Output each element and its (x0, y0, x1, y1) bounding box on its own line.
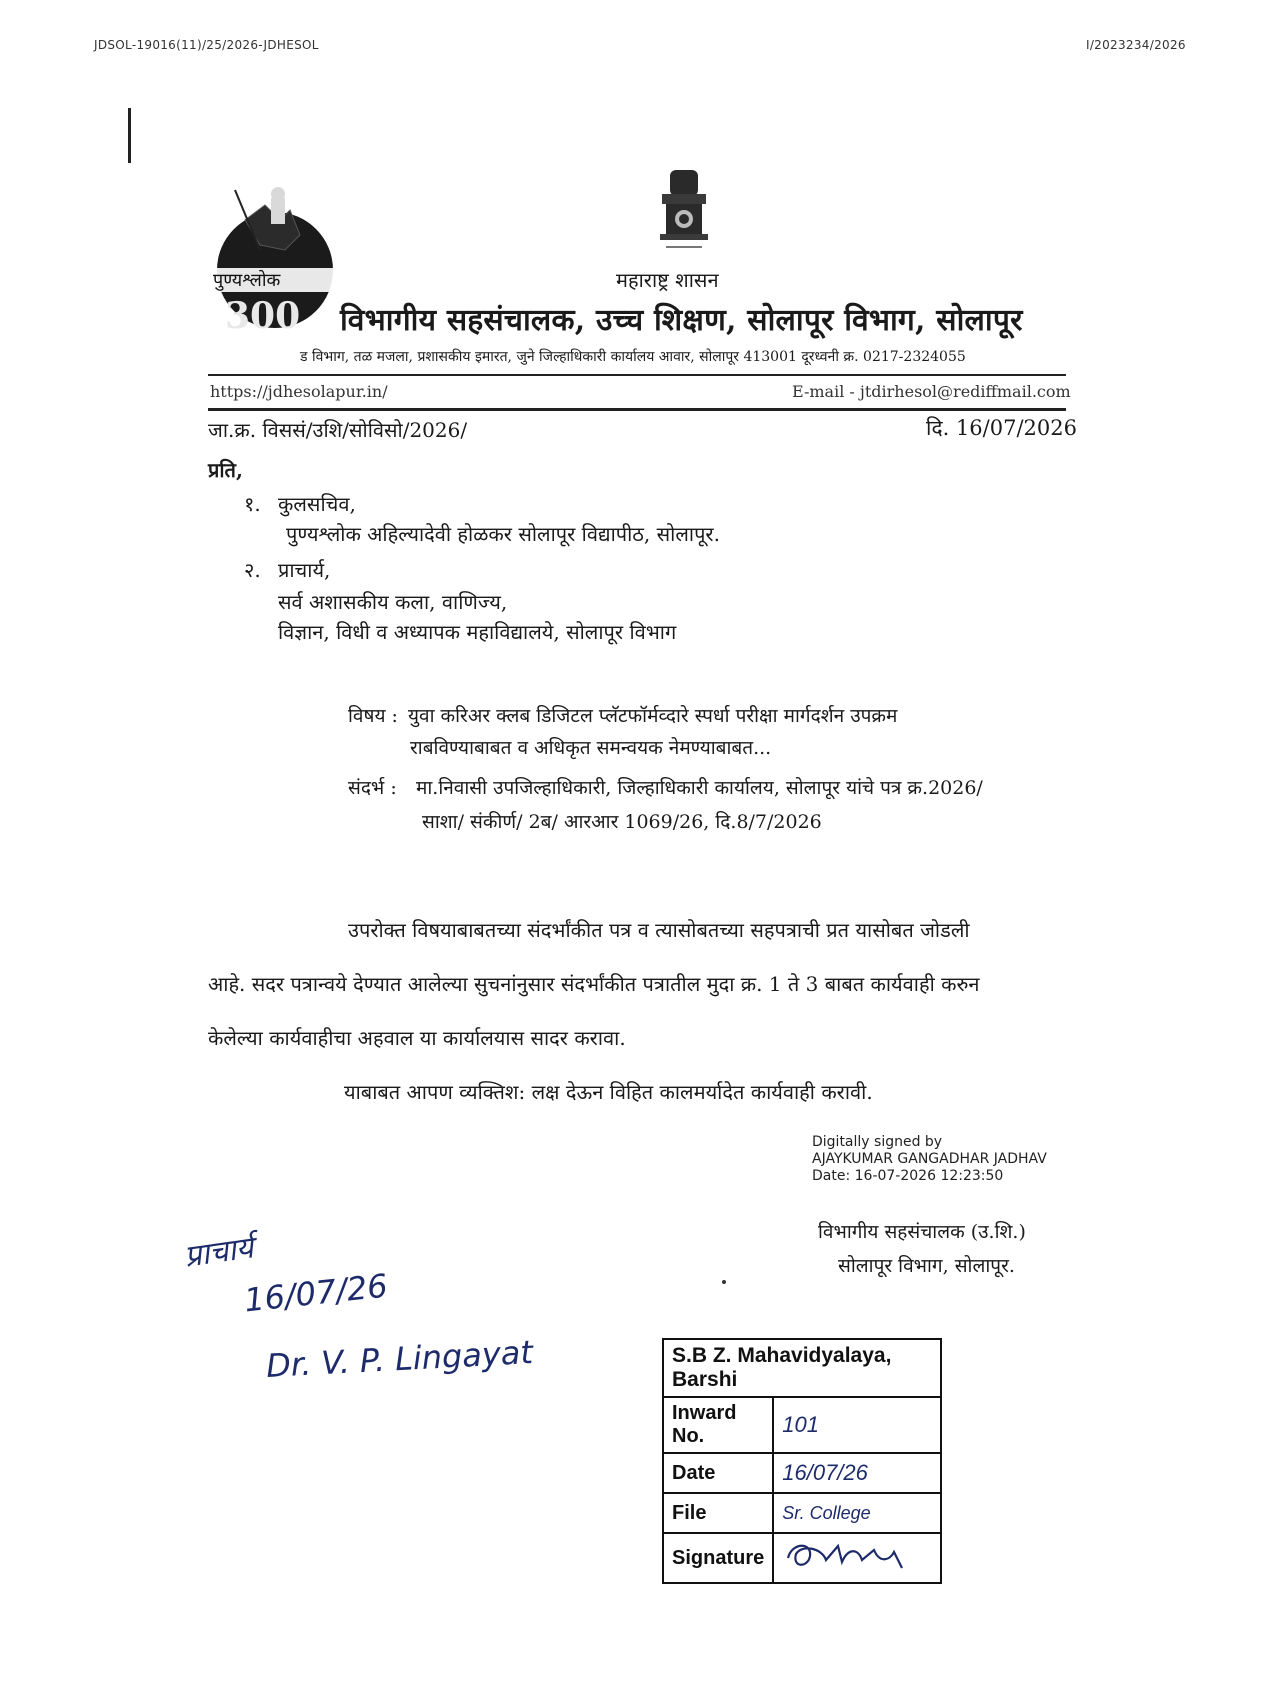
body-line2: आहे. सदर पत्रान्वये देण्यात आलेल्या सुचनांनुसार संदर्भांकीत पत्रातील मुदा क्र. 1 ते 3 बाबत कार्यवाही करुन (208, 972, 980, 996)
stamp-value-date: 16/07/26 (773, 1453, 941, 1493)
letter-date: दि. 16/07/2026 (926, 416, 1077, 440)
website-link[interactable]: https://jdhesolapur.in/ (210, 382, 388, 401)
doc-ref-right: I/2023234/2026 (1086, 38, 1186, 52)
recipient-2-title: प्राचार्य, (278, 558, 331, 582)
inward-stamp-table (662, 1338, 942, 1584)
inward-stamp (662, 1338, 942, 1584)
stamp-row (663, 1453, 941, 1493)
stamp-label-inward: Inward No. (663, 1397, 773, 1453)
stamp-value-signature (773, 1533, 941, 1583)
stamp-label-date: Date (663, 1453, 773, 1493)
stamp-label-file: File (663, 1493, 773, 1533)
subject-label: विषय : (348, 705, 398, 727)
digital-sign-line2: AJAYKUMAR GANGADHAR JADHAV (812, 1151, 1047, 1167)
stamp-label-signature: Signature (663, 1533, 773, 1583)
office-title: विभागीय सहसंचालक, उच्च शिक्षण, सोलापूर विभाग, सोलापूर (340, 303, 1023, 338)
stamp-value-inward: 101 (773, 1397, 941, 1453)
govt-name: महाराष्ट्र शासन (616, 268, 719, 292)
body-line1: उपरोक्त विषयाबाबतच्या संदर्भांकीत पत्र व त्यासोबतच्या सहपत्राची प्रत यासोबत जोडली (348, 918, 970, 942)
header-rule-bottom (208, 408, 1066, 411)
subject-line1: युवा करिअर क्लब डिजिटल प्लॅटफॉर्मव्दारे स्पर्धा परीक्षा मार्गदर्शन उपक्रम (408, 705, 898, 727)
stamp-value-file: Sr. College (773, 1493, 941, 1533)
doc-ref-left: JDSOL-19016(11)/25/2026-JDHESOL (94, 38, 319, 52)
logo-text-num: 300 (225, 295, 301, 337)
recipient-2-line3: विज्ञान, विधी व अध्यापक महाविद्यालये, सोलापूर विभाग (278, 620, 677, 644)
designation-line1: विभागीय सहसंचालक (उ.शि.) (818, 1221, 1026, 1243)
recipient-2-line2: सर्व अशासकीय कला, वाणिज्य, (278, 590, 508, 614)
office-address: ड विभाग, तळ मजला, प्रशासकीय इमारत, जुने जिल्हाधिकारी कार्यालय आवार, सोलापूर 413001 दूरध्वनी क्र. 0217-2324055 (300, 349, 966, 365)
recipient-1-line2: पुण्यश्लोक अहिल्यादेवी होळकर सोलापूर विद्यापीठ, सोलापूर. (286, 522, 720, 546)
reference-label: संदर्भ : (348, 777, 397, 799)
punyashlok-logo (205, 180, 345, 350)
digital-sign-line3: Date: 16-07-2026 12:23:50 (812, 1168, 1004, 1184)
stamp-row (663, 1397, 941, 1453)
state-emblem (652, 164, 716, 260)
margin-mark (128, 108, 131, 163)
body-line3: केलेल्या कार्यवाहीचा अहवाल या कार्यालयास सादर करावा. (208, 1026, 626, 1050)
recipient-1-num: १. (244, 492, 261, 516)
designation-line2: सोलापूर विभाग, सोलापूर. (838, 1255, 1015, 1277)
digital-signature-block (812, 1134, 1047, 1185)
stamp-row (663, 1493, 941, 1533)
recipient-2-num: २. (244, 558, 261, 582)
recipient-1-title: कुलसचिव, (278, 492, 356, 516)
handwritten-name: Dr. V. P. Lingayat (265, 1333, 534, 1385)
header-rule-top (208, 374, 1066, 376)
email-link[interactable]: E-mail - jtdirhesol@rediffmail.com (792, 382, 1071, 401)
digital-sign-line1: Digitally signed by (812, 1134, 943, 1150)
handwritten-note-word: प्राचार्य (182, 1230, 256, 1275)
subject-line2: राबविण्याबाबत व अधिकृत समन्वयक नेमण्याबाबत... (410, 737, 772, 759)
body-line4: याबाबत आपण व्यक्तिश: लक्ष देऊन विहित कालमर्यादेत कार्यवाही करावी. (344, 1080, 873, 1104)
dot-mark (722, 1280, 726, 1284)
stamp-signature-scribble (782, 1538, 922, 1572)
stamp-heading: S.B Z. Mahavidyalaya, Barshi (663, 1339, 941, 1397)
logo-text-top: पुण्यश्लोक (213, 270, 281, 291)
stamp-row (663, 1533, 941, 1583)
reference-line2: साशा/ संकीर्ण/ 2ब/ आरआर 1069/26, दि.8/7/2026 (422, 811, 822, 833)
letter-ref-no: जा.क्र. विससं/उशि/सोविसो/2026/ (208, 418, 468, 442)
reference-line1: मा.निवासी उपजिल्हाधिकारी, जिल्हाधिकारी कार्यालय, सोलापूर यांचे पत्र क्र.2026/ (416, 777, 983, 799)
handwritten-note-date: 16/07/26 (242, 1266, 390, 1320)
prati-label: प्रति, (208, 458, 243, 482)
